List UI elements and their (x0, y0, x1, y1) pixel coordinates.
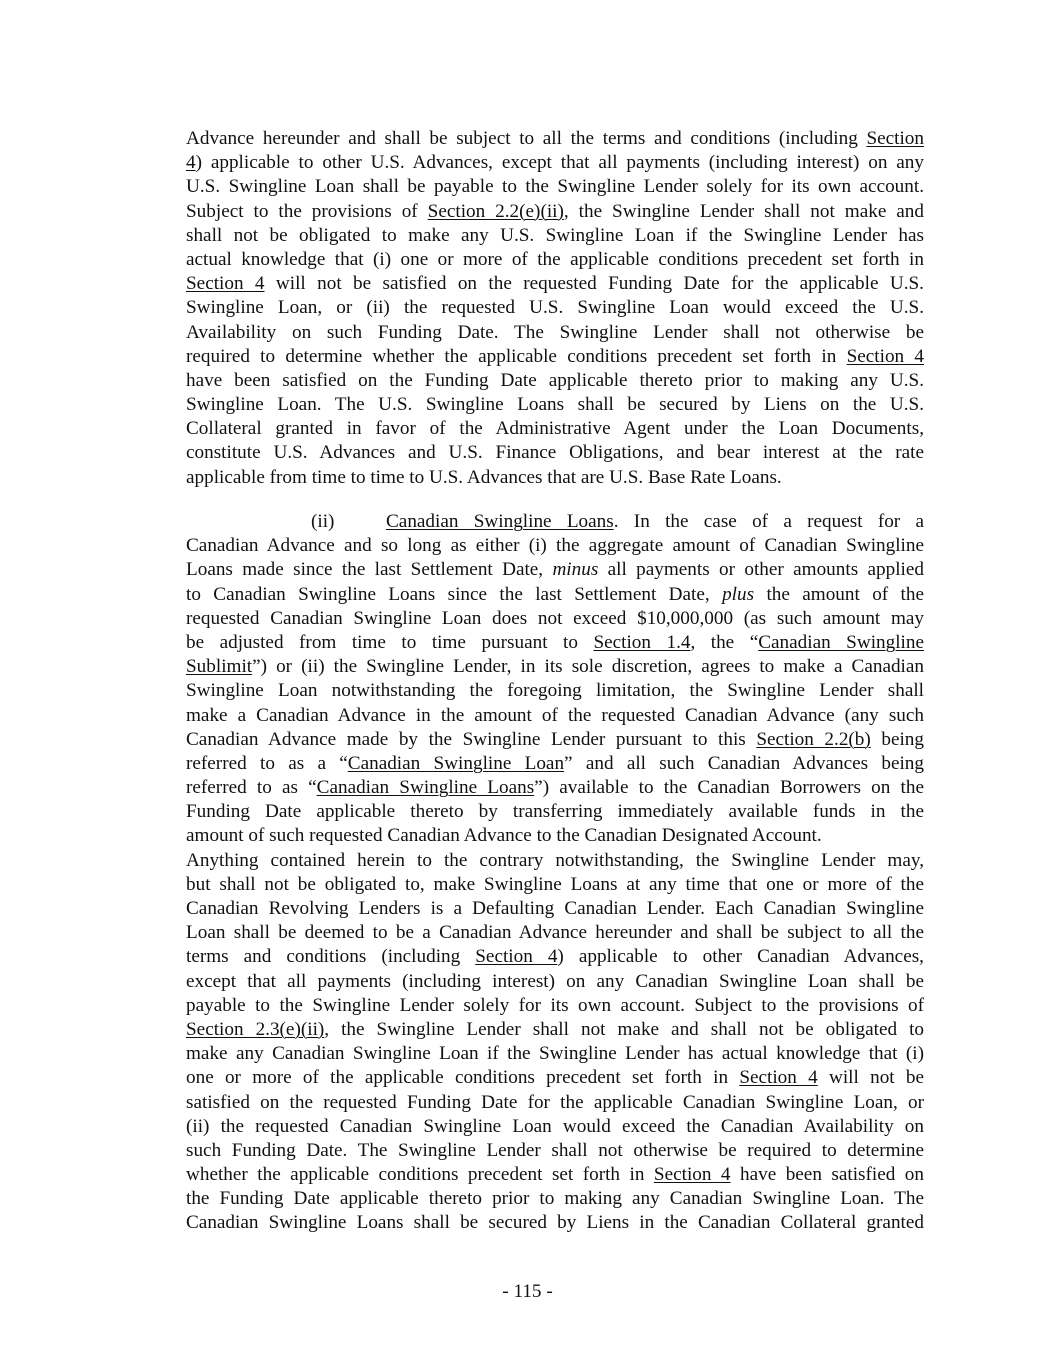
line-text: make any Canadian Swingline Loan if the Swingline Lender has actual knowledge that (i) (186, 1043, 924, 1065)
line-text: Advance hereunder and shall be subject to all the terms and conditions (including (186, 128, 867, 149)
line-text: the Funding Date applicable thereto prior to making any Canadian Swingline Loan. The (186, 1188, 924, 1210)
text-line (186, 631, 924, 655)
section-reference: Section (866, 128, 924, 149)
text-line (186, 345, 924, 369)
text-line (186, 897, 924, 921)
clause-heading: Canadian Swingline Loans (386, 511, 614, 532)
line-text: such Funding Date. The Swingline Lender shall not otherwise be required to determine (186, 1139, 924, 1161)
line-text: make a Canadian Advance in the amount of the requested Canadian Advance (any such (186, 704, 924, 726)
line-text: shall not be obligated to make any U.S. Swingline Loan if the Swingline Lender has (186, 224, 924, 246)
line-text: ) applicable to other Canadian Advances, (557, 946, 924, 968)
section-reference: Section 2.2(b) (756, 728, 871, 750)
line-text: one or more of the applicable conditions precedent set forth in (186, 1067, 740, 1089)
line-text: Collateral granted in favor of the Administrative Agent under the Loan Documents, (186, 418, 924, 440)
section-reference: Section 4 (475, 946, 558, 968)
text-line (186, 655, 924, 679)
section-reference: Sublimit (186, 656, 253, 678)
line-text: , the Swingline Lender shall not make and (563, 200, 924, 222)
line-text: Loan shall be deemed to be a Canadian Advance hereunder and shall be subject to all the (186, 922, 924, 944)
text-line (186, 1211, 924, 1235)
line-text: Swingline Loan. The U.S. Swingline Loans shall be secured by Liens on the U.S. (186, 394, 924, 416)
text-line (186, 824, 924, 848)
line-text: ) applicable to other U.S. Advances, except that all payments (including interest) on any (195, 152, 924, 174)
line-text: to Canadian Swingline Loans since the last Settlement Date, (186, 583, 723, 605)
text-line (186, 248, 924, 272)
line-text: requested Canadian Swingline Loan does not exceed $10,000,000 (as such amount may (186, 607, 924, 629)
text-line (186, 1163, 924, 1187)
text-line (186, 200, 924, 224)
text-line (186, 534, 924, 558)
line-text: Anything contained herein to the contrary notwithstanding, the Swingline Lender may, (186, 849, 924, 871)
line-text: Canadian Revolving Lenders is a Defaulting Canadian Lender. Each Canadian Swingline (186, 898, 924, 919)
clause-number: (ii) (311, 511, 335, 532)
text-line (186, 417, 924, 441)
text-line (186, 776, 924, 800)
line-text: Canadian Swingline Loans shall be secured by Liens in the Canadian Collateral granted (186, 1212, 924, 1234)
text-line (186, 921, 924, 945)
line-text: Funding Date applicable thereto by transferring immediately available funds in the (186, 801, 924, 823)
section-reference: Section 1.4 (593, 631, 691, 653)
line-text: Availability on such Funding Date. The Swingline Lender shall not otherwise be (186, 321, 924, 343)
text-line (186, 752, 924, 776)
text-line (186, 369, 924, 393)
line-text: Swingline Loan, or (ii) the requested U.S. Swingline Loan would exceed the U.S. (186, 297, 924, 319)
line-text: Loans made since the last Settlement Date, (186, 559, 553, 581)
line-text: actual knowledge that (i) one or more of the applicable conditions precedent set forth in (186, 248, 924, 270)
line-text: will not be satisfied on the requested Funding Date for the applicable U.S. (264, 273, 924, 295)
text-line (186, 558, 924, 582)
section-reference: Section 4 (846, 345, 925, 367)
heading-line-rest: . In the case of a request for a (613, 511, 924, 532)
section-reference: Canadian Swingline (758, 631, 924, 653)
line-text: referred to as “ (186, 777, 317, 799)
line-text: required to determine whether the applicable conditions precedent set forth in (186, 345, 847, 367)
line-text: being (870, 728, 924, 750)
line-text: , the “ (690, 631, 759, 653)
section-reference: 4 (186, 152, 196, 174)
text-line (186, 1066, 924, 1090)
line-text: have been satisfied on the Funding Date applicable thereto prior to making any U.S. (186, 369, 924, 391)
line-text: but shall not be obligated to, make Swingline Loans at any time that one or more of the (186, 873, 924, 895)
line-text: (ii) the requested Canadian Swingline Loan would exceed the Canadian Availability on (186, 1115, 924, 1137)
text-line (186, 607, 924, 631)
line-text: amount of such requested Canadian Advance to the Canadian Designated Account. (186, 825, 822, 847)
paragraph-heading-line (186, 510, 924, 534)
line-text: constitute U.S. Advances and U.S. Finance Obligations, and bear interest at the rate (186, 442, 924, 464)
line-text: , the Swingline Lender shall not make and shall not be obligated to (324, 1018, 925, 1040)
text-line (186, 1187, 924, 1211)
line-text: the amount of the (754, 583, 925, 605)
text-line (186, 800, 924, 824)
line-text: applicable from time to time to U.S. Advances that are U.S. Base Rate Loans. (186, 466, 782, 488)
text-line (186, 175, 924, 199)
paragraph-canadian-swingline (186, 510, 924, 1236)
text-line (186, 994, 924, 1018)
text-line (186, 1115, 924, 1139)
line-text: referred to as a “ (186, 752, 348, 774)
text-line (186, 441, 924, 465)
text-line (186, 296, 924, 320)
line-text: terms and conditions (including (186, 946, 476, 968)
text-line (186, 679, 924, 703)
line-text: Subject to the provisions of (186, 200, 428, 222)
text-line (186, 127, 924, 151)
emphasis-text: minus (552, 559, 599, 581)
line-text: except that all payments (including interest) on any Canadian Swingline Loan shall be (186, 970, 924, 992)
text-line (186, 151, 924, 175)
line-text: be adjusted from time to time pursuant to (186, 631, 594, 653)
line-text: ” and all such Canadian Advances being (564, 752, 924, 774)
page-number: - 115 - (502, 1281, 553, 1302)
line-text: will not be (817, 1067, 924, 1089)
section-reference: Section 4 (739, 1067, 818, 1089)
text-line (186, 1139, 924, 1163)
text-line (186, 466, 924, 490)
section-reference: Section 4 (653, 1164, 731, 1186)
line-text: whether the applicable conditions precedent set forth in (186, 1164, 654, 1186)
line-text: all payments or other amounts applied (598, 559, 924, 581)
text-line (186, 1091, 924, 1115)
text-line (186, 583, 924, 607)
line-text: have been satisfied on (730, 1164, 924, 1186)
line-text: ”) available to the Canadian Borrowers on the (534, 777, 924, 799)
line-text: payable to the Swingline Lender solely for its own account. Subject to the provisions of (186, 994, 924, 1016)
text-line (186, 224, 924, 248)
text-line (186, 970, 924, 994)
text-line (186, 704, 924, 728)
line-text: satisfied on the requested Funding Date for the applicable Canadian Swingline Loan, or (186, 1091, 924, 1113)
line-text: U.S. Swingline Loan shall be payable to the Swingline Lender solely for its own account. (186, 176, 924, 198)
section-reference: Section 2.2(e)(ii) (427, 200, 564, 222)
emphasis-text: plus (722, 583, 755, 605)
section-reference: Canadian Swingline Loans (316, 777, 535, 799)
text-line (186, 873, 924, 897)
text-line (186, 272, 924, 296)
paragraph-us-swingline (186, 127, 924, 490)
section-reference: Section 4 (186, 273, 265, 295)
line-text: ”) or (ii) the Swingline Lender, in its sole discretion, agrees to make a Canadian (252, 656, 924, 678)
text-line (186, 321, 924, 345)
section-reference: Canadian Swingline Loan (347, 752, 565, 774)
section-reference: Section 2.3(e)(ii) (186, 1018, 325, 1040)
text-line (186, 849, 924, 873)
text-line (186, 945, 924, 969)
text-line (186, 1018, 924, 1042)
line-text: Canadian Advance made by the Swingline Lender pursuant to this (186, 728, 757, 750)
text-line (186, 728, 924, 752)
text-line (186, 1042, 924, 1066)
line-text: Canadian Advance and so long as either (i) the aggregate amount of Canadian Swingline (186, 535, 924, 557)
text-line (186, 393, 924, 417)
line-text: Swingline Loan notwithstanding the foregoing limitation, the Swingline Lender shall (186, 680, 924, 702)
